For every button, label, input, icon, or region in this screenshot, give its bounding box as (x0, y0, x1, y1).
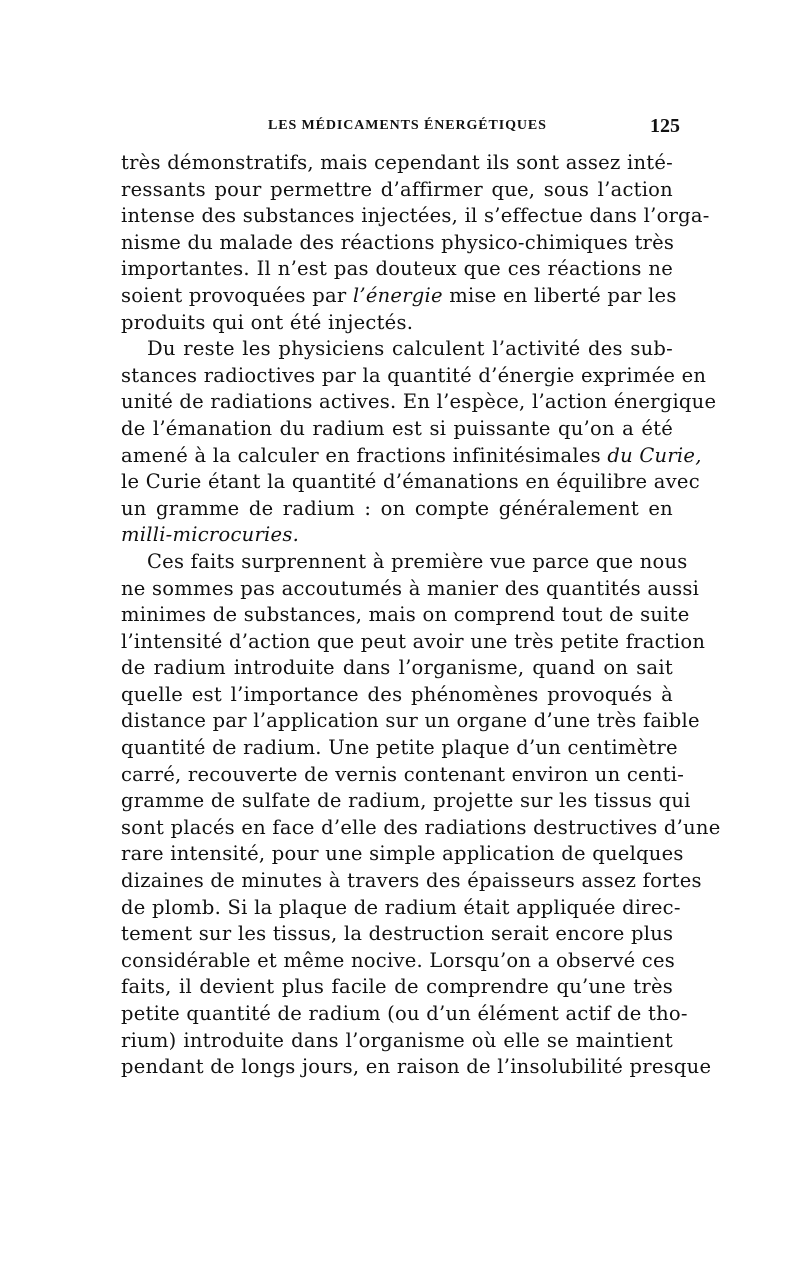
running-title: LES MÉDICAMENTS ÉNERGÉTIQUES (268, 118, 547, 133)
text-line: rare intensité, pour une simple application de quelques (121, 842, 684, 866)
text-line: faits, il devient plus facile de comprendre qu’une très (121, 975, 673, 999)
text-segment: amené à la calculer en fractions infinitésimales (121, 443, 601, 467)
text-line (121, 283, 677, 310)
italic-term: milli-microcuries. (121, 523, 300, 547)
text-line: nisme du malade des réactions physico-chimiques très (121, 230, 675, 254)
text-line: ne sommes pas accoutumés à manier des quantités aussi (121, 576, 700, 600)
running-head (122, 115, 682, 138)
paragraph (121, 336, 717, 549)
text-line: rium) introduite dans l’organisme où elle se maintient (121, 1028, 673, 1052)
text-line: quantité de radium. Une petite plaque d’un centimètre (121, 736, 678, 760)
text-line: considérable et même nocive. Lorsqu’on a observé ces (121, 948, 676, 972)
text-line: tement sur les tissus, la destruction serait encore plus (121, 922, 674, 946)
text-line: l’intensité d’action que peut avoir une très petite fraction (121, 629, 706, 653)
text-line: ressants pour permettre d’affirmer que, sous l’action (121, 177, 673, 201)
body-text (121, 150, 721, 1081)
text-line: pendant de longs jours, en raison de l’insolubilité presque (121, 1055, 712, 1079)
text-line: unité de radiations actives. En l’espèce, l’action énergique (121, 390, 717, 414)
text-line: importantes. Il n’est pas douteux que ces réactions ne (121, 257, 673, 281)
text-line: de plomb. Si la plaque de radium était appliquée direc- (121, 895, 681, 919)
text-line: intense des substances injectées, il s’effectue dans l’orga- (121, 204, 710, 228)
text-line: Ces faits surprennent à première vue parce que nous (147, 549, 688, 573)
text-segment: soient provoquées par (121, 283, 347, 307)
text-line: Du reste les physiciens calculent l’activité des sub- (147, 337, 673, 361)
paragraph (121, 150, 710, 336)
text-line: quelle est l’importance des phénomènes provoqués à (121, 682, 673, 706)
text-line: petite quantité de radium (ou d’un élément actif de tho- (121, 1002, 688, 1025)
text-line: carré, recouverte de vernis contenant environ un centi- (121, 762, 685, 786)
text-line: un gramme de radium : on compte généralement en (121, 496, 673, 520)
text-line (121, 443, 702, 470)
text-line: le Curie étant la quantité d’émanations en équilibre avec (121, 470, 700, 494)
text-line: de l’émanation du radium est si puissante qu’on a été (121, 416, 673, 440)
text-line: très démonstratifs, mais cependant ils sont assez inté- (121, 151, 673, 174)
italic-term: l’énergie (352, 283, 443, 307)
text-line: minimes de substances, mais on comprend tout de suite (121, 603, 690, 627)
text-line: dizaines de minutes à travers des épaisseurs assez fortes (121, 869, 702, 893)
text-line: produits qui ont été injectés. (121, 310, 414, 334)
italic-term: du Curie, (607, 443, 702, 467)
text-line: gramme de sulfate de radium, projette sur les tissus qui (121, 789, 691, 813)
text-line: distance par l’application sur un organe d’une très faible (121, 709, 700, 733)
text-line: stances radioctives par la quantité d’énergie exprimée en (121, 363, 707, 387)
text-segment: mise en liberté par les (449, 283, 677, 307)
text-line: de radium introduite dans l’organisme, quand on sait (121, 656, 673, 680)
text-line: sont placés en face d’elle des radiations destructives d’une (121, 815, 721, 839)
page-number: 125 (650, 115, 680, 137)
paragraph (121, 549, 721, 1081)
